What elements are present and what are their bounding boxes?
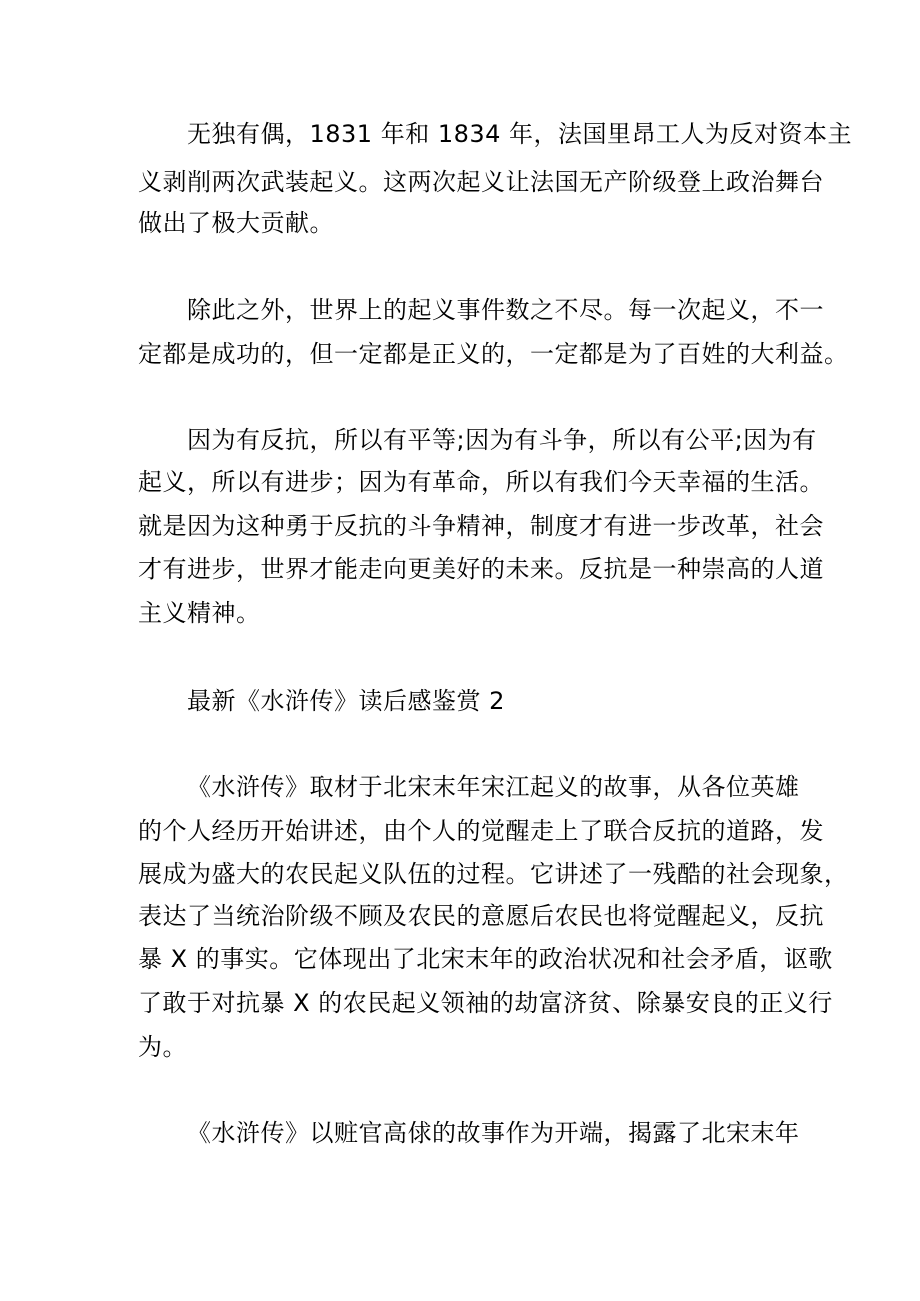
paragraph-3-line-4: 才有进步，世界才能走向更美好的未来。反抗是一种崇高的人道 [138, 555, 824, 583]
paragraph-3-line-3: 就是因为这种勇于反抗的斗争精神，制度才有进一步改革，社会 [138, 512, 824, 540]
paragraph-5-line-1: 《水浒传》以赃官高俅的故事作为开端，揭露了北宋末年 [187, 1119, 800, 1147]
paragraph-4-line-4: 表达了当统治阶级不顾及农民的意愿后农民也将觉醒起义，反抗 [138, 902, 824, 930]
paragraph-4-line-5: 暴 X 的事实。它体现出了北宋末年的政治状况和社会矛盾，讴歌 [138, 945, 833, 973]
paragraph-3-line-5: 主义精神。 [138, 599, 261, 627]
paragraph-4-line-6: 了敢于对抗暴 X 的农民起义领袖的劫富济贫、除暴安良的正义行 [138, 989, 833, 1017]
paragraph-2-line-1: 除此之外，世界上的起义事件数之不尽。每一次起义，不一 [187, 296, 824, 324]
paragraph-1-line-3: 做出了极大贡献。 [138, 209, 334, 237]
paragraph-4-line-1: 《水浒传》取材于北宋末年宋江起义的故事，从各位英雄 [187, 773, 800, 801]
paragraph-1-line-1: 无独有偶，1831 年和 1834 年，法国里昂工人为反对资本主 [187, 120, 853, 148]
paragraph-3-line-2: 起义，所以有进步；因为有革命，所以有我们今天幸福的生活。 [138, 468, 824, 496]
section-heading: 最新《水浒传》读后感鉴赏 2 [187, 687, 505, 715]
paragraph-4-line-7: 为。 [138, 1033, 187, 1061]
paragraph-1-line-2: 义剥削两次武装起义。这两次起义让法国无产阶级登上政治舞台 [138, 168, 824, 196]
paragraph-3-line-1: 因为有反抗，所以有平等;因为有斗争，所以有公平;因为有 [187, 426, 817, 454]
paragraph-4-line-2: 的个人经历开始讲述，由个人的觉醒走上了联合反抗的道路，发 [138, 817, 824, 845]
paragraph-4-line-3: 展成为盛大的农民起义队伍的过程。它讲述了一残酷的社会现象， [138, 860, 849, 888]
paragraph-2-line-2: 定都是成功的，但一定都是正义的，一定都是为了百姓的大利益。 [138, 340, 849, 368]
